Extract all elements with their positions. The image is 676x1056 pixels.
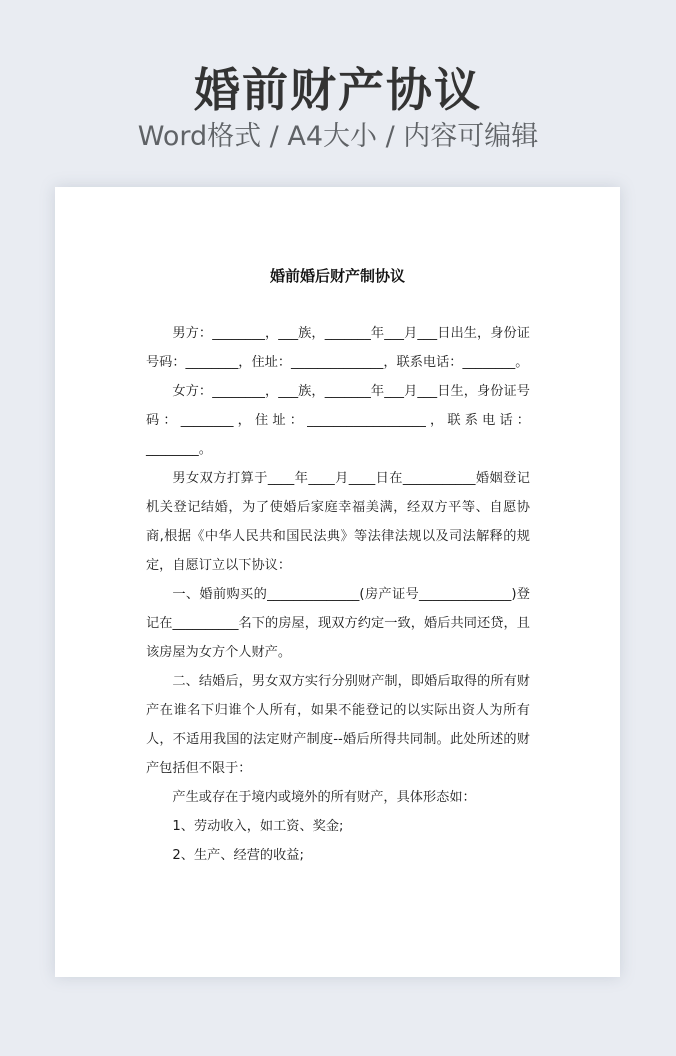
- paragraph-clause-2-intro: 产生或存在于境内或境外的所有财产，具体形态如：: [172, 790, 476, 805]
- document-page: [55, 187, 620, 977]
- document-title: 婚前婚后财产制协议: [269, 267, 405, 285]
- document-body: [146, 319, 530, 870]
- paragraph-clause-1: 一、婚前购买的______________(房产证号______________)登记在__________名下的房屋，现双方约定一致，婚后共同还贷，且该房屋为女方个人财产。: [146, 587, 530, 660]
- list-item: 2、生产、经营的收益;: [172, 848, 304, 863]
- paragraph-preamble: 男女双方打算于____年____月____日在___________婚姻登记机关登记结婚，为了使婚后家庭幸福美满，经双方平等、自愿协商,根据《中华人民共和国民法典》等法律法规以及司法解释的规定，自愿订立以下协议：: [146, 471, 530, 573]
- paragraph-male-info: 男方：________，___族，_______年___月___日出生，身份证号码：________，住址：______________，联系电话：________。: [146, 326, 530, 370]
- hero-title: 婚前财产协议: [194, 63, 482, 117]
- paragraph-clause-2: 二、结婚后，男女双方实行分别财产制，即婚后取得的所有财产在谁名下归谁个人所有，如果不能登记的以实际出资人为所有人，不适用我国的法定财产制度--婚后所得共同制。此处所述的财产包括但不限于：: [146, 674, 530, 776]
- paragraph-female-info: 女方：________，___族，_______年___月___日生，身份证号码：________，住址：__________________，联系电话：________。: [146, 384, 530, 457]
- hero-subtitle: Word格式 / A4大小 / 内容可编辑: [137, 121, 539, 152]
- list-item: 1、劳动收入，如工资、奖金;: [172, 819, 344, 834]
